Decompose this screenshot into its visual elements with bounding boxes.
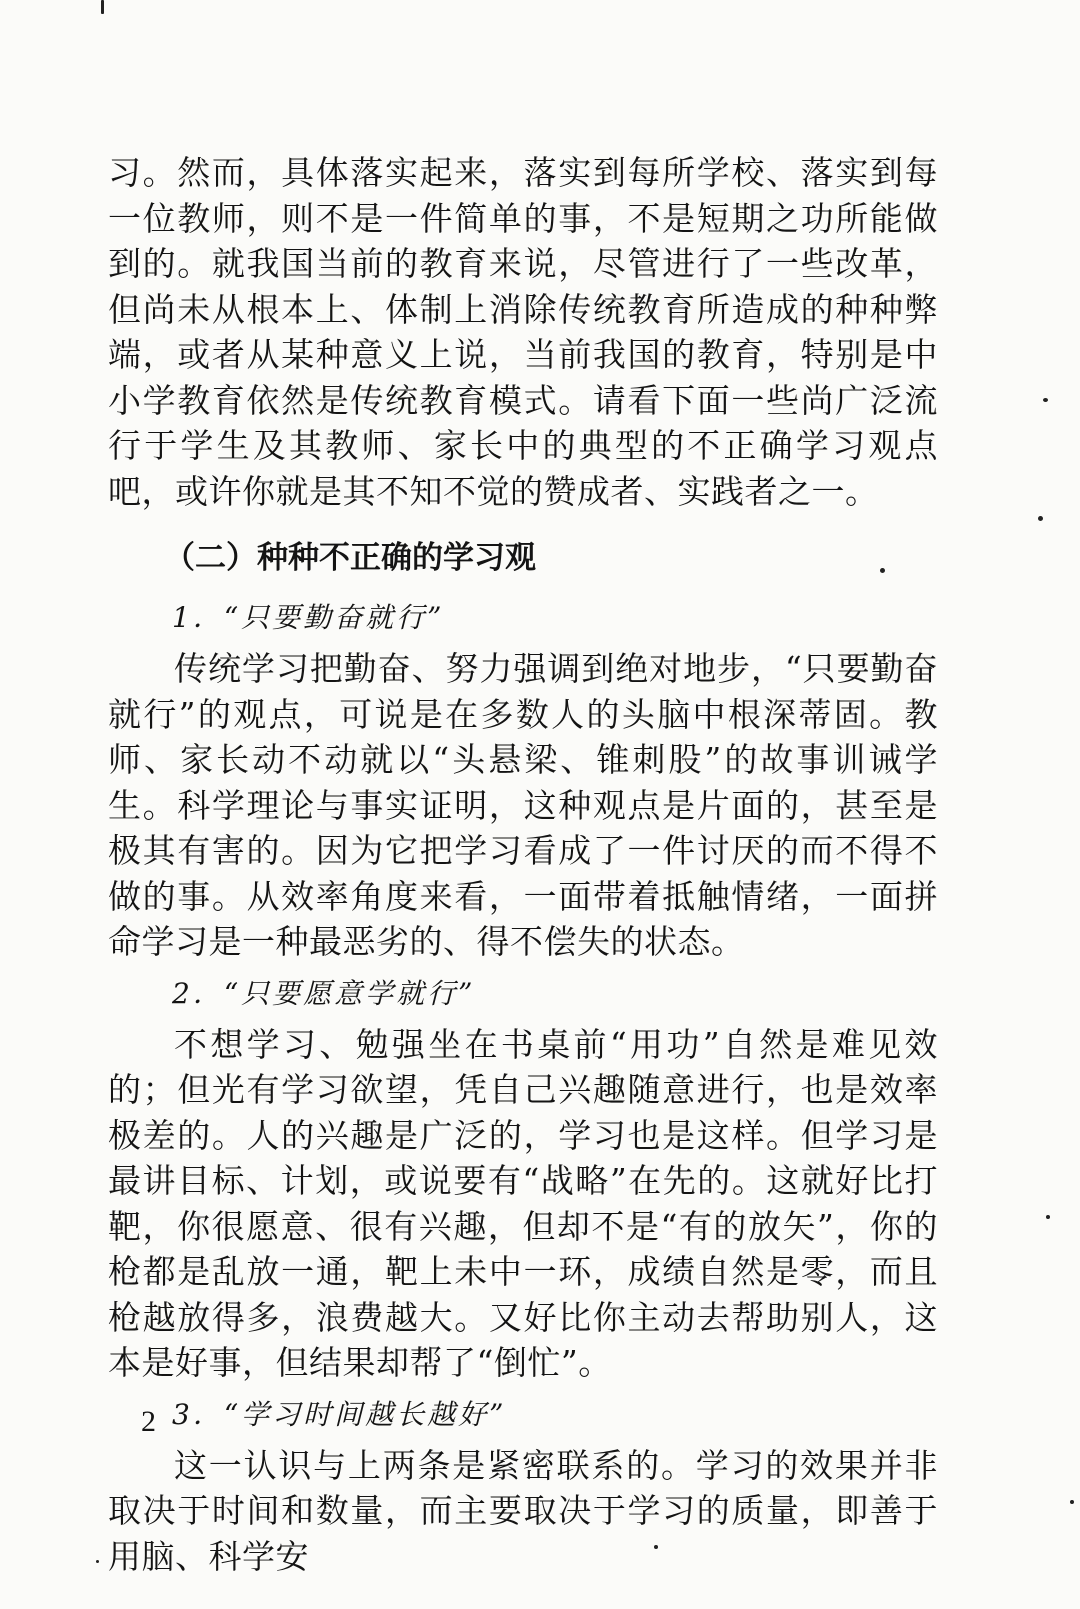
intro-paragraph: 习。然而，具体落实起来，落实到每所学校、落实到每一位教师，则不是一件简单的事，不是短期之功所能做到的。就我国当前的教育来说，尽管进行了一些改革，但尚未从根本上、体制上消除传统教育所造成的种种弊端，或者从某种意义上说，当前我国的教育，特别是中小学教育依然是传统教育模式。请看下面一些尚广泛流行于学生及其教师、家长中的典型的不正确学习观点吧，或许你就是其不知不觉的赞成者、实践者之一。 — [108, 153, 938, 511]
scan-speck — [101, 0, 104, 14]
scan-speck — [1070, 1500, 1074, 1504]
item-title-1: 1．“只要勤奋就行” — [172, 601, 445, 634]
page-body — [108, 150, 938, 1579]
scan-speck — [1043, 398, 1048, 402]
scan-speck — [1038, 516, 1043, 521]
item-body-3: 这一认识与上两条是紧密联系的。学习的效果并非取决于时间和数量，而主要取决于学习的质量，即善于用脑、科学安 — [108, 1445, 938, 1576]
scan-speck — [96, 1560, 99, 1563]
section-heading: （二）种种不正确的学习观 — [164, 540, 536, 576]
item-body-2: 不想学习、勉强坐在书桌前“用功”自然是难见效的；但光有学习欲望，凭自己兴趣随意进行，也是效率极差的。人的兴趣是广泛的，学习也是这样。但学习是最讲目标、计划，或说要有“战略”在先的。这就好比打靶，你很愿意、很有兴趣，但却不是“有的放矢”，你的枪都是乱放一通，靶上未中一环，成绩自然是零，而且枪越放得多，浪费越大。又好比你主动去帮助别人，这本是好事，但结果却帮了“倒忙”。 — [108, 1024, 938, 1382]
scan-speck — [654, 1545, 658, 1549]
scan-speck — [1046, 1215, 1050, 1219]
item-title-3: 3．“学习时间越长越好” — [172, 1397, 507, 1431]
scan-speck — [880, 568, 885, 573]
page-number: 2 — [141, 1405, 156, 1438]
item-title-2: 2．“只要愿意学就行” — [172, 976, 476, 1010]
item-body-1: 传统学习把勤奋、努力强调到绝对地步，“只要勤奋就行”的观点，可说是在多数人的头脑中根深蒂固。教师、家长动不动就以“头悬梁、锥刺股”的故事训诫学生。科学理论与事实证明，这种观点是片面的，甚至是极其有害的。因为它把学习看成了一件讨厌的而不得不做的事。从效率角度来看，一面带着抵触情绪，一面拼命学习是一种最恶劣的、得不偿失的状态。 — [108, 649, 938, 961]
